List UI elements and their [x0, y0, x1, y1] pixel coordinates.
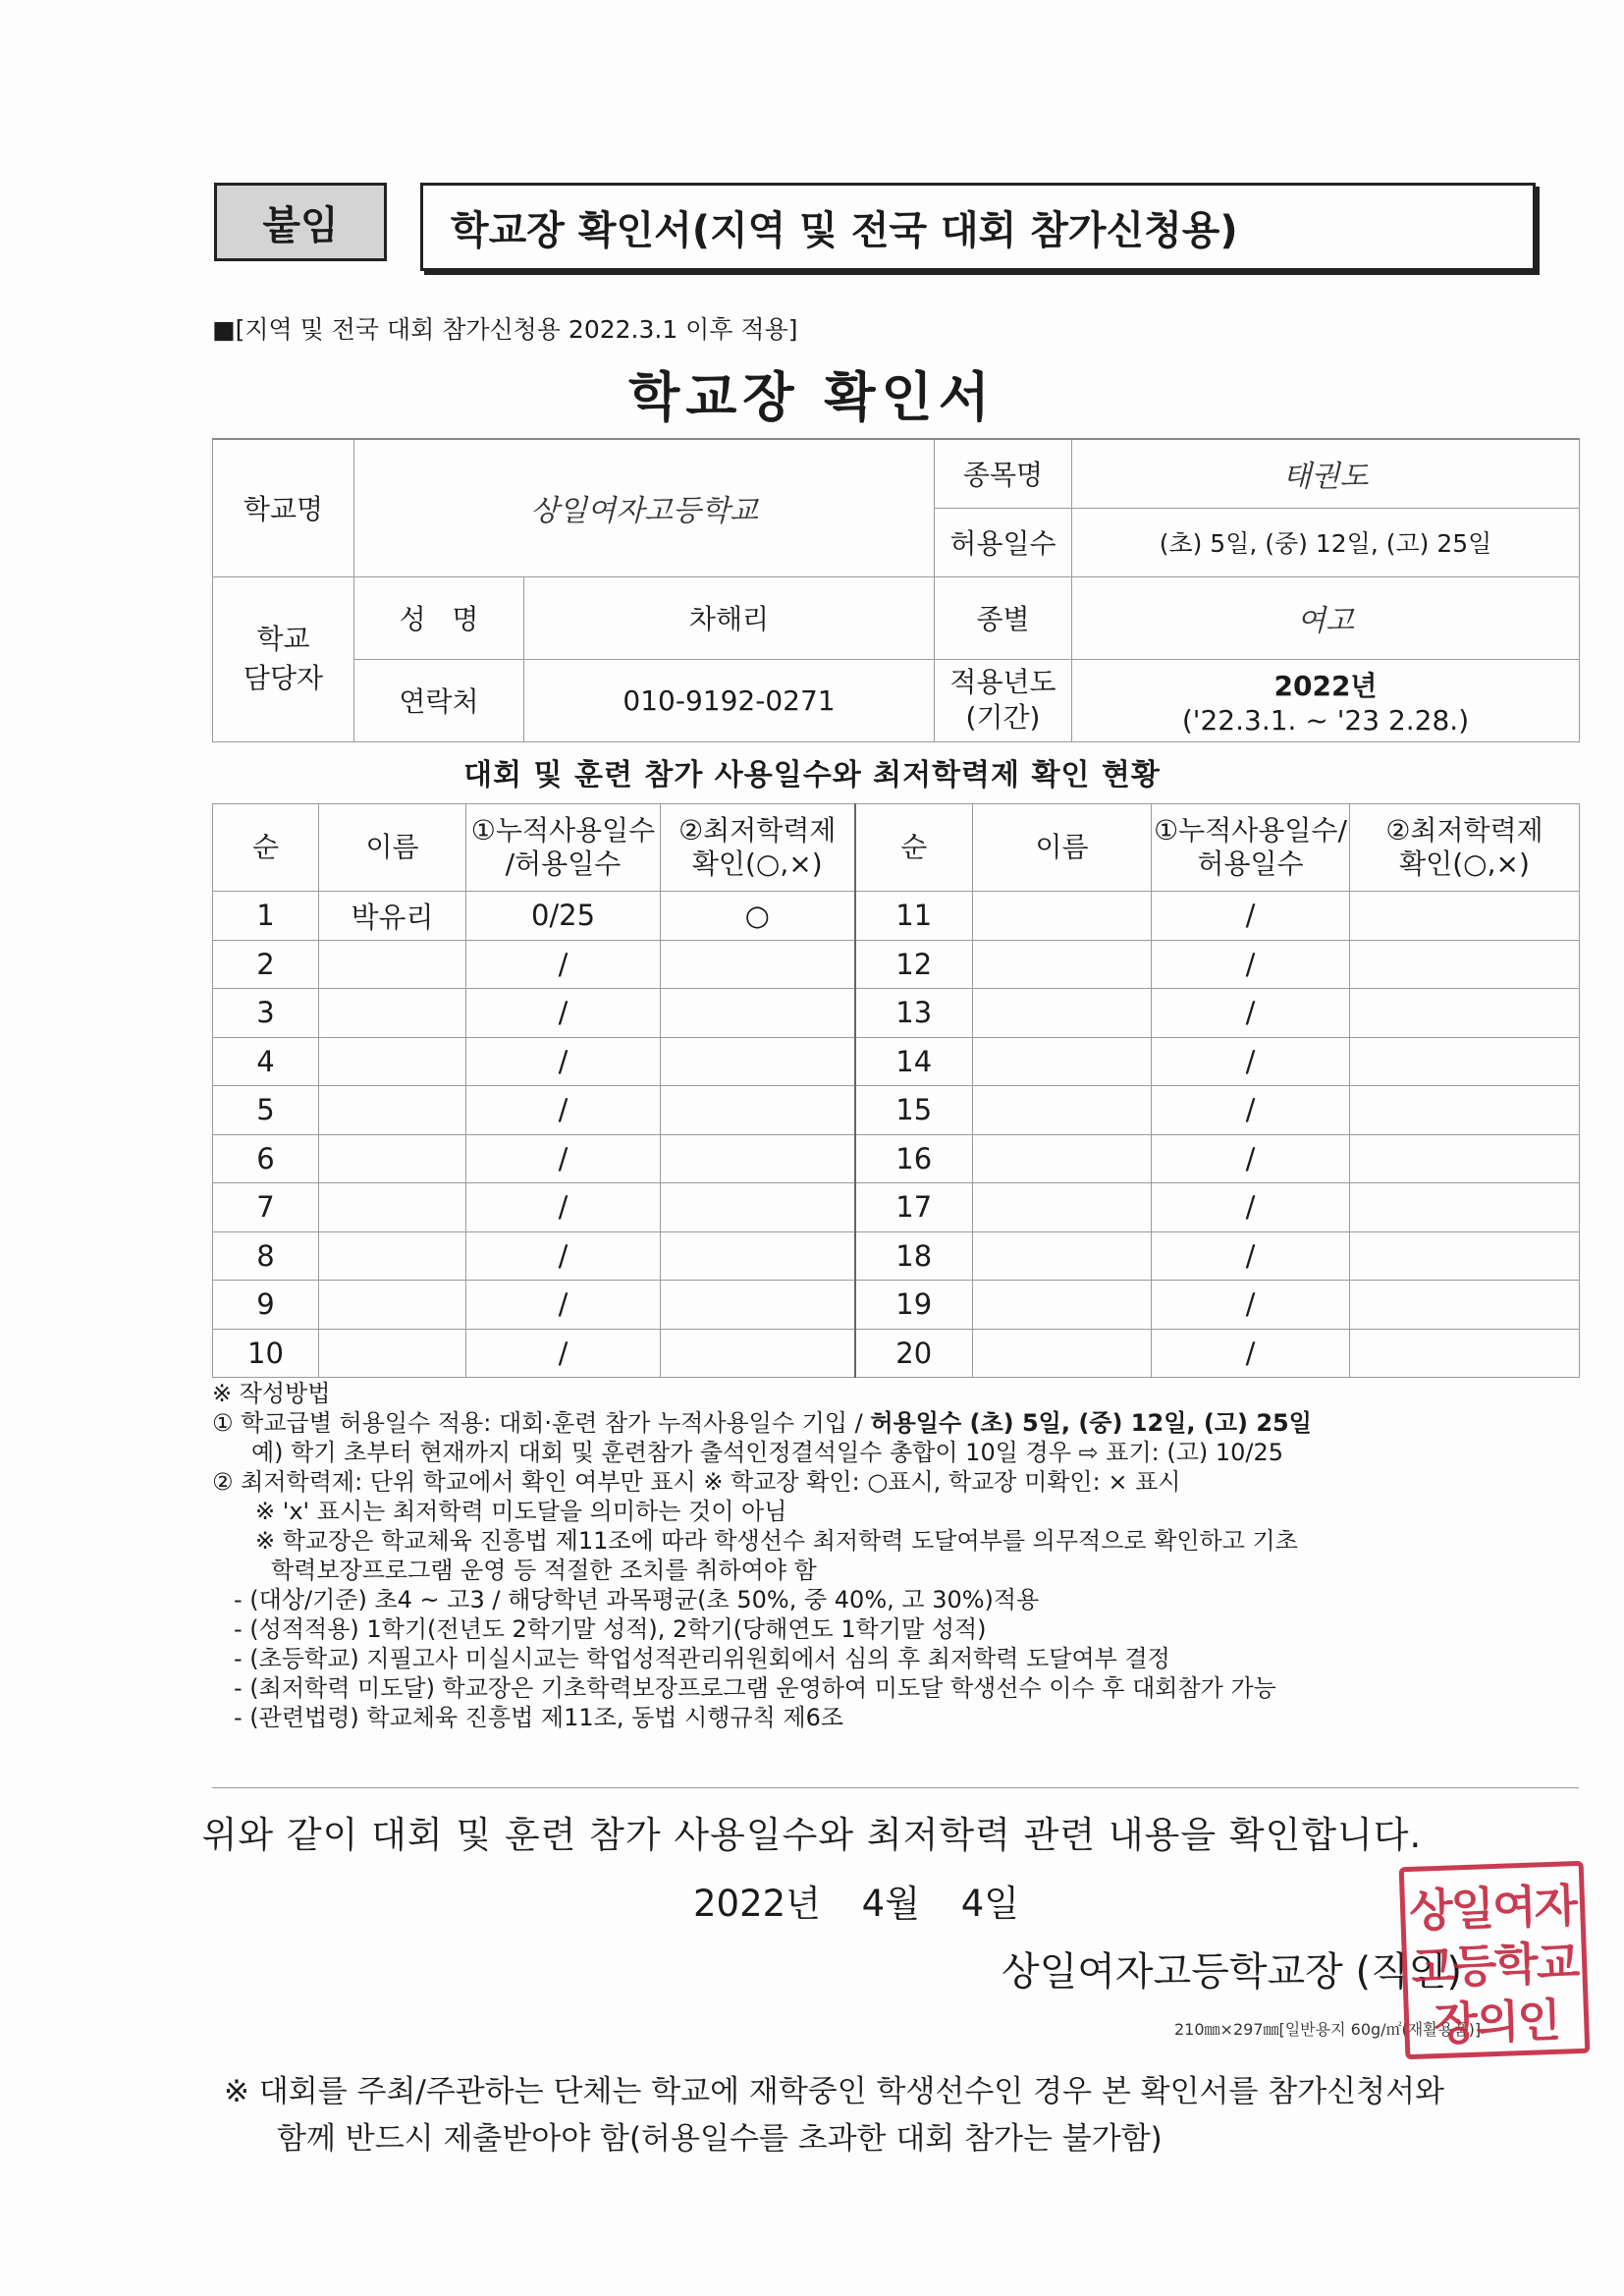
cell-used: / — [466, 1231, 661, 1281]
cell-no-right: 15 — [855, 1086, 973, 1135]
cell-no-right: 18 — [855, 1231, 973, 1281]
contact-label: 연락처 — [354, 659, 524, 741]
cell-check — [661, 1037, 855, 1086]
cell-name-right — [973, 1329, 1152, 1378]
cell-check — [661, 1281, 855, 1330]
cell-check-right — [1350, 1329, 1580, 1378]
cell-check — [661, 1086, 855, 1135]
cell-check — [661, 1183, 855, 1232]
cell-name — [319, 940, 466, 989]
footer-line-2: 함께 반드시 제출받아야 함(허용일수를 초과한 대회 참가는 불가함) — [277, 2121, 1163, 2157]
table-row — [213, 1134, 1580, 1183]
detail-law: - (관련법령) 학교체육 진흥법 제11조, 동법 시행규칙 제6조 — [234, 1704, 844, 1731]
col-min-academic-right: ②최저학력제 확인(○,×) — [1350, 804, 1580, 892]
detail-target: - (대상/기준) 초4 ~ 고3 / 해당학년 과목평균(초 50%, 중 40%, 고 30%)적용 — [234, 1586, 1040, 1613]
col-used-days: ①누적사용일수 /허용일수 — [466, 804, 661, 892]
cell-check-right — [1350, 1281, 1580, 1330]
cell-check — [661, 989, 855, 1038]
cell-used: / — [466, 1037, 661, 1086]
instruction-2-note-c: 학력보장프로그램 운영 등 적절한 조치를 취하여야 함 — [271, 1557, 817, 1584]
cell-used-right: / — [1152, 1037, 1350, 1086]
col-name-right: 이름 — [973, 804, 1152, 892]
status-table — [212, 803, 1580, 1378]
instruction-1-text: ① 학교급별 허용일수 적용: 대회·훈련 참가 누적사용일수 기입 / — [212, 1409, 871, 1437]
cell-check-right — [1350, 1037, 1580, 1086]
divider — [212, 1787, 1579, 1788]
year-label: 적용년도 (기간) — [935, 659, 1072, 741]
period-value: ('22.3.1. ~ '23 2.28.) — [1181, 703, 1470, 737]
cell-check-right — [1350, 940, 1580, 989]
cell-no-right: 14 — [855, 1037, 973, 1086]
cell-no: 4 — [213, 1037, 319, 1086]
cell-no-right: 20 — [855, 1329, 973, 1378]
cell-name — [319, 1037, 466, 1086]
cell-name-right — [973, 892, 1152, 941]
cell-name-right — [973, 1281, 1152, 1330]
footer-line-1: ※ 대회를 주최/주관하는 단체는 학교에 재학중인 학생선수인 경우 본 확인서를 참가신청서와 — [224, 2074, 1444, 2109]
manager-label: 학교 담당자 — [213, 576, 354, 741]
cell-used: 0/25 — [466, 892, 661, 941]
cell-check-right — [1350, 1086, 1580, 1135]
cell-no-right: 11 — [855, 892, 973, 941]
cell-used: / — [466, 1329, 661, 1378]
principal-signature: 상일여자고등학교장 (직인) — [1001, 1949, 1462, 1995]
event-label: 종목명 — [935, 439, 1072, 508]
cell-name: 박유리 — [319, 892, 466, 941]
table-row — [213, 892, 1580, 941]
table-row — [213, 989, 1580, 1038]
allowed-days-value: (초) 5일, (중) 12일, (고) 25일 — [1072, 508, 1580, 576]
cell-used: / — [466, 1281, 661, 1330]
year-value: 2022년 — [1273, 669, 1378, 702]
applicability-note: ■[지역 및 전국 대회 참가신청용 2022.3.1 이후 적용] — [212, 315, 798, 344]
cell-name-right — [973, 1086, 1152, 1135]
contact-value: 010-9192-0271 — [524, 659, 935, 741]
cell-used-right: / — [1152, 989, 1350, 1038]
cell-used: / — [466, 1183, 661, 1232]
table-row — [213, 1231, 1580, 1281]
cell-name — [319, 989, 466, 1038]
cell-no: 8 — [213, 1231, 319, 1281]
cell-no-right: 16 — [855, 1134, 973, 1183]
cell-used-right: / — [1152, 1329, 1350, 1378]
table-row — [213, 940, 1580, 989]
seal-line-2: 고등학교 — [1410, 1936, 1579, 1995]
instruction-2-note-a: ※ 'x' 표시는 최저학력 미도달을 의미하는 것이 아님 — [255, 1498, 787, 1525]
col-name: 이름 — [319, 804, 466, 892]
cell-name-right — [973, 1183, 1152, 1232]
cell-no-right: 12 — [855, 940, 973, 989]
cell-check-right — [1350, 989, 1580, 1038]
cell-no: 2 — [213, 940, 319, 989]
official-seal-stamp — [1399, 1861, 1591, 2059]
table-row — [213, 1037, 1580, 1086]
table-row — [213, 1183, 1580, 1232]
cell-no: 1 — [213, 892, 319, 941]
table-row — [213, 1329, 1580, 1378]
cell-check-right — [1350, 1231, 1580, 1281]
cell-used: / — [466, 989, 661, 1038]
document-title-box — [420, 183, 1536, 271]
category-label: 종별 — [935, 576, 1072, 659]
detail-not-reached: - (최저학력 미도달) 학교장은 기초학력보장프로그램 운영하여 미도달 학생선수 이수 후 대회참가 가능 — [234, 1674, 1276, 1702]
instruction-2-note-b: ※ 학교장은 학교체육 진흥법 제11조에 따라 학생선수 최저학력 도달여부를 의무적으로 확인하고 기초 — [255, 1527, 1298, 1555]
confirmation-statement: 위와 같이 대회 및 훈련 참가 사용일수와 최저학력 관련 내용을 확인합니다. — [201, 1814, 1423, 1856]
cell-check — [661, 1329, 855, 1378]
cell-used-right: / — [1152, 1183, 1350, 1232]
cell-used: / — [466, 1134, 661, 1183]
cell-used: / — [466, 1086, 661, 1135]
cell-no: 5 — [213, 1086, 319, 1135]
cell-name-right — [973, 940, 1152, 989]
cell-check-right — [1350, 1134, 1580, 1183]
cell-check — [661, 1134, 855, 1183]
cell-check-right — [1350, 892, 1580, 941]
instruction-1-example: 예) 학기 초부터 현재까지 대회 및 훈련참가 출석인정결석일수 총합이 10일 경우 ⇨ 표기: (고) 10/25 — [251, 1439, 1284, 1466]
manager-name-label: 성 명 — [354, 576, 524, 659]
cell-no: 6 — [213, 1134, 319, 1183]
seal-line-1: 상일여자 — [1408, 1879, 1577, 1938]
info-table — [212, 438, 1580, 742]
cell-check — [661, 940, 855, 989]
cell-name — [319, 1231, 466, 1281]
table-row — [213, 1281, 1580, 1330]
col-no: 순 — [213, 804, 319, 892]
school-label: 학교명 — [213, 439, 354, 576]
cell-no-right: 17 — [855, 1183, 973, 1232]
cell-used-right: / — [1152, 1231, 1350, 1281]
cell-check — [661, 1231, 855, 1281]
cell-name — [319, 1086, 466, 1135]
manager-name-value: 차해리 — [524, 576, 935, 659]
cell-check-right — [1350, 1183, 1580, 1232]
allowed-days-label: 허용일수 — [935, 508, 1072, 576]
year-cell — [1072, 659, 1580, 741]
instructions — [212, 1379, 1597, 1732]
cell-name-right — [973, 1134, 1152, 1183]
attachment-tag-text: 붙임 — [262, 202, 339, 248]
cell-no: 3 — [213, 989, 319, 1038]
detail-elementary: - (초등학교) 지필고사 미실시교는 학업성적관리위원회에서 심의 후 최저학력 도달여부 결정 — [234, 1645, 1170, 1672]
col-min-academic: ②최저학력제 확인(○,×) — [661, 804, 855, 892]
cell-no: 10 — [213, 1329, 319, 1378]
table-row — [213, 1086, 1580, 1135]
instruction-2: ② 최저학력제: 단위 학교에서 확인 여부만 표시 ※ 학교장 확인: ○표시, 학교장 미확인: × 표시 — [212, 1468, 1181, 1496]
seal-line-3: 장의인 — [1433, 1993, 1560, 2051]
cell-no: 7 — [213, 1183, 319, 1232]
cell-used-right: / — [1152, 940, 1350, 989]
cell-no: 9 — [213, 1281, 319, 1330]
status-rows — [213, 892, 1580, 1378]
cell-used: / — [466, 940, 661, 989]
cell-name-right — [973, 1037, 1152, 1086]
paper-spec: 210㎜×297㎜[일반용지 60g/㎡(재활용품)] — [1174, 2020, 1482, 2039]
section-title: 대회 및 훈련 참가 사용일수와 최저학력제 확인 현황 — [463, 758, 1161, 793]
cell-name-right — [973, 1231, 1152, 1281]
detail-grades: - (성적적용) 1학기(전년도 2학기말 성적), 2학기(당해연도 1학기말 성적) — [234, 1615, 987, 1643]
col-used-days-right: ①누적사용일수/ 허용일수 — [1152, 804, 1350, 892]
attachment-tag — [214, 183, 387, 261]
event-value: 태권도 — [1072, 439, 1580, 508]
cell-used-right: / — [1152, 892, 1350, 941]
school-value: 상일여자고등학교 — [354, 439, 935, 576]
instruction-1 — [212, 1408, 1597, 1438]
col-no-right: 순 — [855, 804, 973, 892]
cell-name — [319, 1281, 466, 1330]
cell-check: ○ — [661, 892, 855, 941]
issue-date: 2022년 4월 4일 — [693, 1883, 1019, 1925]
cell-used-right: / — [1152, 1086, 1350, 1135]
cell-no-right: 19 — [855, 1281, 973, 1330]
cell-used-right: / — [1152, 1281, 1350, 1330]
cell-name — [319, 1183, 466, 1232]
instructions-heading: ※ 작성방법 — [212, 1380, 331, 1407]
main-title: 학교장 확인서 — [628, 366, 996, 428]
cell-name — [319, 1134, 466, 1183]
document-title: 학교장 확인서(지역 및 전국 대회 참가신청용) — [451, 207, 1238, 253]
cell-no-right: 13 — [855, 989, 973, 1038]
category-value: 여고 — [1072, 576, 1580, 659]
instruction-1-bold: 허용일수 (초) 5일, (중) 12일, (고) 25일 — [870, 1409, 1312, 1437]
footer-note — [224, 2068, 1444, 2162]
cell-used-right: / — [1152, 1134, 1350, 1183]
cell-name — [319, 1329, 466, 1378]
cell-name-right — [973, 989, 1152, 1038]
